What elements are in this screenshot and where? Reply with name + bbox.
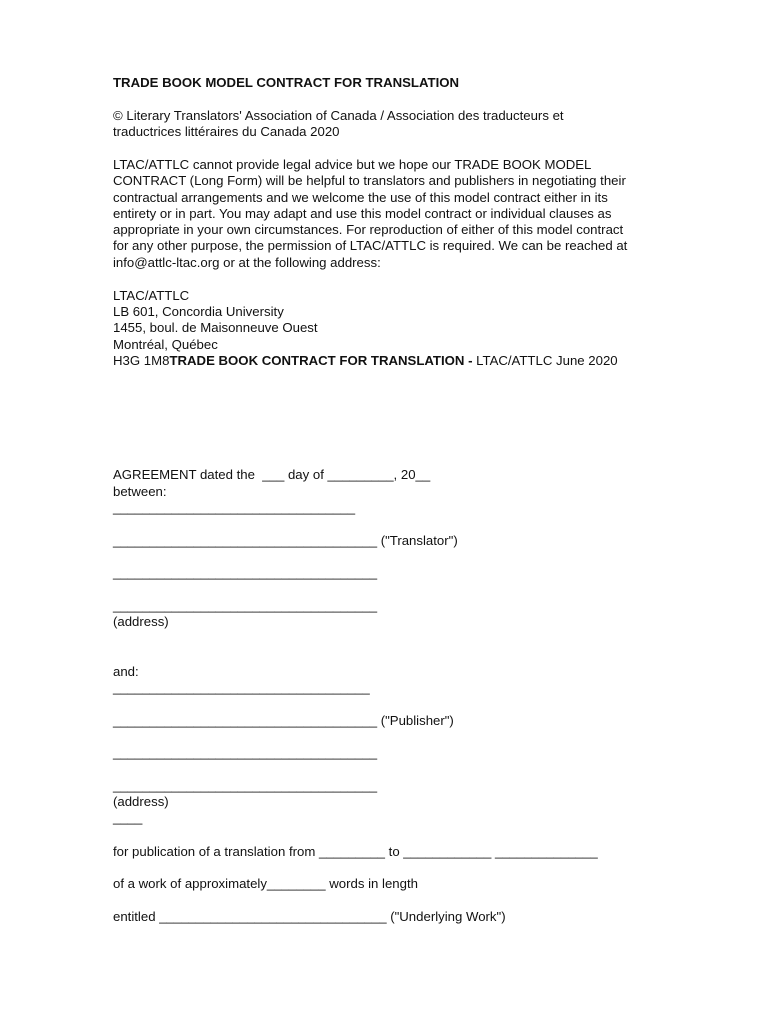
intro-line-1: LTAC/ATTLC cannot provide legal advice but we hope our TRADE BOOK MODEL bbox=[113, 157, 592, 172]
blank-line: ____________________________________ bbox=[113, 778, 378, 793]
running-header-title: TRADE BOOK CONTRACT FOR TRANSLATION - bbox=[169, 353, 473, 368]
intro-line-5: appropriate in your own circumstances. For reproduction of either of this model contract bbox=[113, 222, 624, 237]
word-count-line: of a work of approximately________ words in length bbox=[113, 876, 418, 891]
address-line-2: LB 601, Concordia University bbox=[113, 304, 284, 319]
address-line-3: 1455, boul. de Maisonneuve Ouest bbox=[113, 320, 318, 335]
document-title: TRADE BOOK MODEL CONTRACT FOR TRANSLATION bbox=[113, 75, 460, 90]
intro-line-6: for any other purpose, the permission of LTAC/ATTLC is required. We can be reached at bbox=[113, 238, 628, 253]
address-label: (address) bbox=[113, 614, 169, 629]
copyright-line-2: traductrices littéraires du Canada 2020 bbox=[113, 124, 340, 139]
agreement-date-line: AGREEMENT dated the ___ day of _________, 20__ bbox=[113, 467, 431, 482]
between-label: between: bbox=[113, 484, 167, 499]
blank-line: ____________________________________ bbox=[113, 745, 378, 760]
publisher-line: ____________________________________ ("Publisher") bbox=[113, 713, 454, 728]
entitled-line: entitled _______________________________ ("Underlying Work") bbox=[113, 909, 506, 924]
copyright-line-1: © Literary Translators' Association of Canada / Association des traducteurs et bbox=[113, 108, 564, 123]
translation-languages-line: for publication of a translation from _________ to ____________ ______________ bbox=[113, 844, 598, 859]
address-line-4: Montréal, Québec bbox=[113, 337, 218, 352]
postal-code: H3G 1M8 bbox=[113, 353, 170, 368]
blank-line: ____________________________________ bbox=[113, 598, 378, 613]
address-label: (address) bbox=[113, 794, 169, 809]
blank-line: _________________________________ bbox=[113, 500, 356, 515]
translator-line: ____________________________________ ("Translator") bbox=[113, 533, 458, 548]
intro-line-4: entirety or in part. You may adapt and use this model contract or individual clauses as bbox=[113, 206, 612, 221]
blank-line: ____________________________________ bbox=[113, 565, 378, 580]
address-line-1: LTAC/ATTLC bbox=[113, 288, 190, 303]
and-label: and: bbox=[113, 664, 139, 679]
blank-line: ___________________________________ bbox=[113, 680, 370, 695]
intro-line-7: info@attlc-ltac.org or at the following address: bbox=[113, 255, 381, 270]
running-header-date: LTAC/ATTLC June 2020 bbox=[472, 353, 618, 368]
postal-and-header-line bbox=[113, 353, 618, 369]
intro-line-3: contractual arrangements and we welcome the use of this model contract either in its bbox=[113, 190, 608, 205]
intro-line-2: CONTRACT (Long Form) will be helpful to translators and publishers in negotiating their bbox=[113, 173, 626, 188]
short-blank-line: ____ bbox=[113, 810, 143, 825]
